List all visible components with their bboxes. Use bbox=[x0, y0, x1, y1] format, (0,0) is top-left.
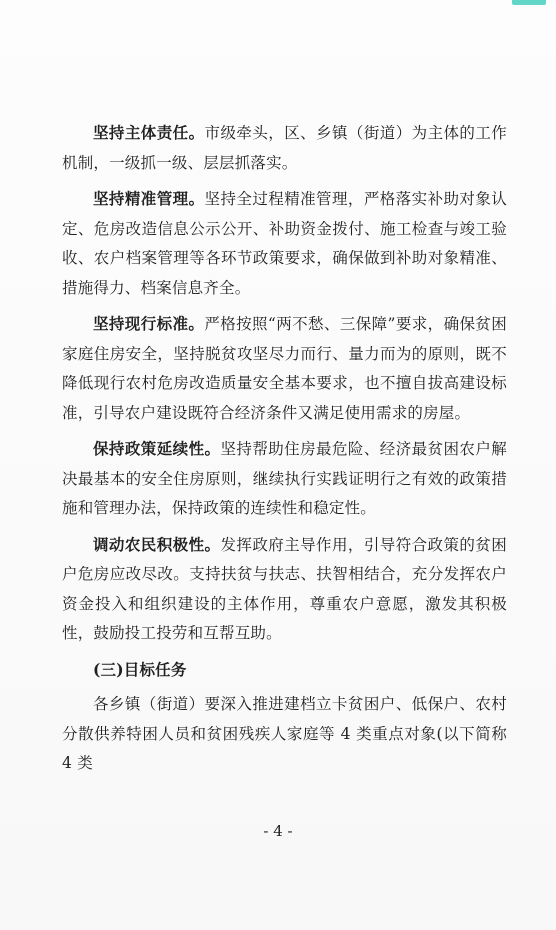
paragraph-text: 严格按照“两不愁、三保障”要求，确保贫困家庭住房安全，坚持脱贫攻坚尽力而行、量力而为的原则，既不降低现行农村危房改造质量安全基本要求，也不擅自拔高建设标准，引导农户建设既符合经济条件又满足使用需求的房屋。 bbox=[62, 315, 507, 422]
paragraph-farmer-enthusiasm bbox=[62, 530, 507, 649]
corner-mark bbox=[512, 0, 546, 5]
document-body bbox=[62, 118, 507, 779]
paragraph-target-task: 各乡镇（街道）要深入推进建档立卡贫困户、低保户、农村分散供养特困人员和贫困残疾人家庭等 4 类重点对象(以下简称 4 类 bbox=[62, 695, 507, 772]
paragraph-text: 发挥政府主导作用，引导符合政策的贫困户危房应改尽改。支持扶贫与扶志、扶智相结合，充分发挥农户资金投入和组织建设的主体作用，尊重农户意愿，激发其积极性，鼓励投工投劳和互帮互助。 bbox=[62, 535, 507, 642]
section-heading-target-task: (三)目标任务 bbox=[93, 659, 187, 679]
paragraph-current-standard bbox=[62, 309, 507, 428]
paragraph-text: 坚持帮助住房最危险、经济最贫困农户解决最基本的安全住房原则，继续执行实践证明行之有效的政策措施和管理办法，保持政策的连续性和稳定性。 bbox=[62, 440, 507, 517]
paragraph-main-responsibility bbox=[62, 118, 507, 178]
paragraph-lead: 坚持精准管理。 bbox=[93, 189, 205, 208]
paragraph-lead: 保持政策延续性。 bbox=[93, 439, 221, 458]
paragraph-text: 市级牵头，区、乡镇（街道）为主体的工作机制，一级抓一级、层层抓落实。 bbox=[62, 124, 507, 172]
paragraph-text: 坚持全过程精准管理，严格落实补助对象认定、危房改造信息公示公开、补助资金拨付、施工检查与竣工验收、农户档案管理等各环节政策要求，确保做到补助对象精准、措施得力、档案信息齐全。 bbox=[62, 190, 507, 297]
paragraph-lead: 坚持现行标准。 bbox=[93, 314, 205, 333]
paragraph-lead: 坚持主体责任。 bbox=[93, 123, 205, 142]
paragraph-lead: 调动农民积极性。 bbox=[93, 534, 221, 554]
page-number: - 4 - bbox=[263, 822, 293, 840]
paragraph-precise-management bbox=[62, 184, 507, 303]
paragraph-policy-continuity bbox=[62, 434, 507, 524]
